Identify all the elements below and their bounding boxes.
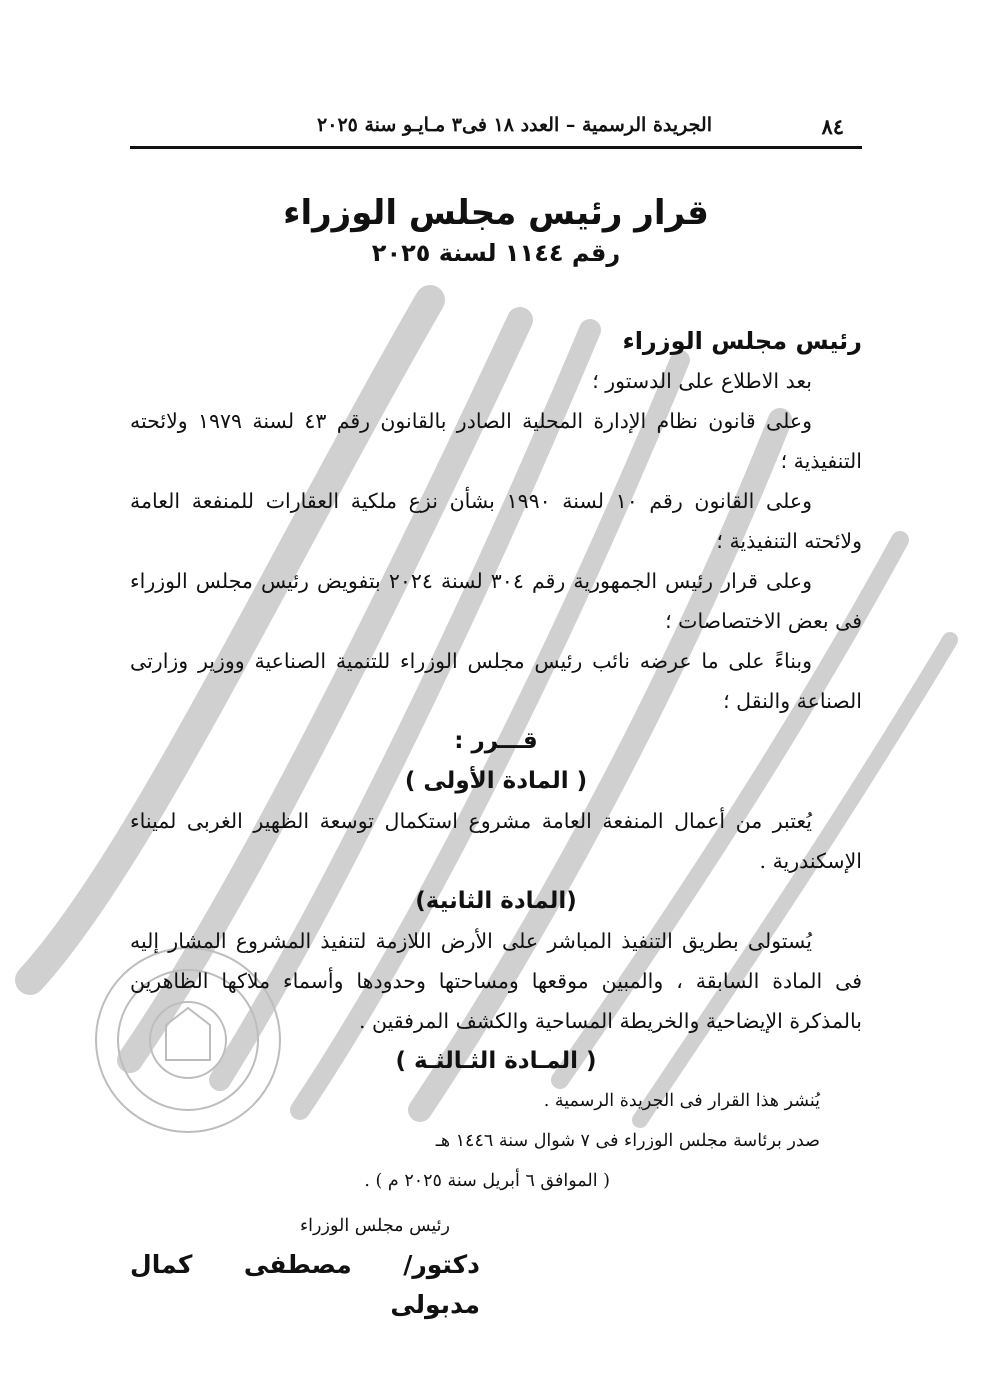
decree-number: رقم ١١٤٤ لسنة ٢٠٢٥ <box>371 239 621 267</box>
gazette-page <box>130 108 862 1358</box>
running-head: الجريدة الرسمية – العدد ١٨ فى٣ مـايـو سنة ٢٠٢٥ <box>317 114 712 136</box>
decree-title: قرار رئيس مجلس الوزراء <box>283 193 709 233</box>
article-text: يُستولى بطريق التنفيذ المباشر على الأرض اللازمة لتنفيذ المشروع المشار إليه فى المادة السابقة ، والمبين موقعها ومساحتها وحدودها وأسماء ملاكها الظاهرين بالمذكرة الإيضاحية والخريطة المساحية والكشف المرفقين . <box>130 929 862 1033</box>
decreed-heading: قـــرر : <box>454 728 538 754</box>
preamble-clause: وعلى قرار رئيس الجمهورية رقم ٣٠٤ لسنة ٢٠٢٤ بتفويض رئيس مجلس الوزراء فى بعض الاختصاصات ؛ <box>130 569 862 633</box>
closing-block <box>130 1081 862 1201</box>
decree-title-block <box>130 191 862 269</box>
signatory-role: رئيس مجلس الوزراء <box>299 1216 450 1236</box>
page-number: ٨٤ <box>821 114 844 139</box>
article-text: يُعتبر من أعمال المنفعة العامة مشروع استكمال توسعة الظهير الغربى لميناء الإسكندرية . <box>130 809 862 873</box>
article-heading: ( المادة الأولى ) <box>404 768 588 794</box>
decree-body <box>130 321 862 1325</box>
preamble-clause: وعلى القانون رقم ١٠ لسنة ١٩٩٠ بشأن نزع ملكية العقارات للمنفعة العامة ولائحته التنفيذية ؛ <box>130 489 862 553</box>
signature-block <box>130 1207 862 1325</box>
preamble-clause: وبناءً على ما عرضه نائب رئيس مجلس الوزراء للتنمية الصناعية ووزير وزارتى الصناعة والنقل ؛ <box>130 649 862 713</box>
addressee: رئيس مجلس الوزراء <box>622 327 862 355</box>
article-text: يُنشر هذا القرار فى الجريدة الرسمية . <box>543 1091 820 1111</box>
article-heading: ( المـادة الثـالثـة ) <box>395 1048 597 1074</box>
article-heading: (المادة الثانية) <box>415 888 577 914</box>
signatory-name: دكتور/ مصطفى كمال مدبولى <box>130 1250 480 1319</box>
corresponding-date-line: ( الموافق ٦ أبريل سنة ٢٠٢٥ م ) . <box>364 1171 610 1191</box>
preamble-clause: بعد الاطلاع على الدستور ؛ <box>592 369 812 393</box>
preamble-clause: وعلى قانون نظام الإدارة المحلية الصادر بالقانون رقم ٤٣ لسنة ١٩٧٩ ولائحته التنفيذية ؛ <box>130 409 862 473</box>
page-header <box>130 108 862 149</box>
issued-line: صدر برئاسة مجلس الوزراء فى ٧ شوال سنة ١٤٤٦ هـ <box>435 1131 820 1151</box>
